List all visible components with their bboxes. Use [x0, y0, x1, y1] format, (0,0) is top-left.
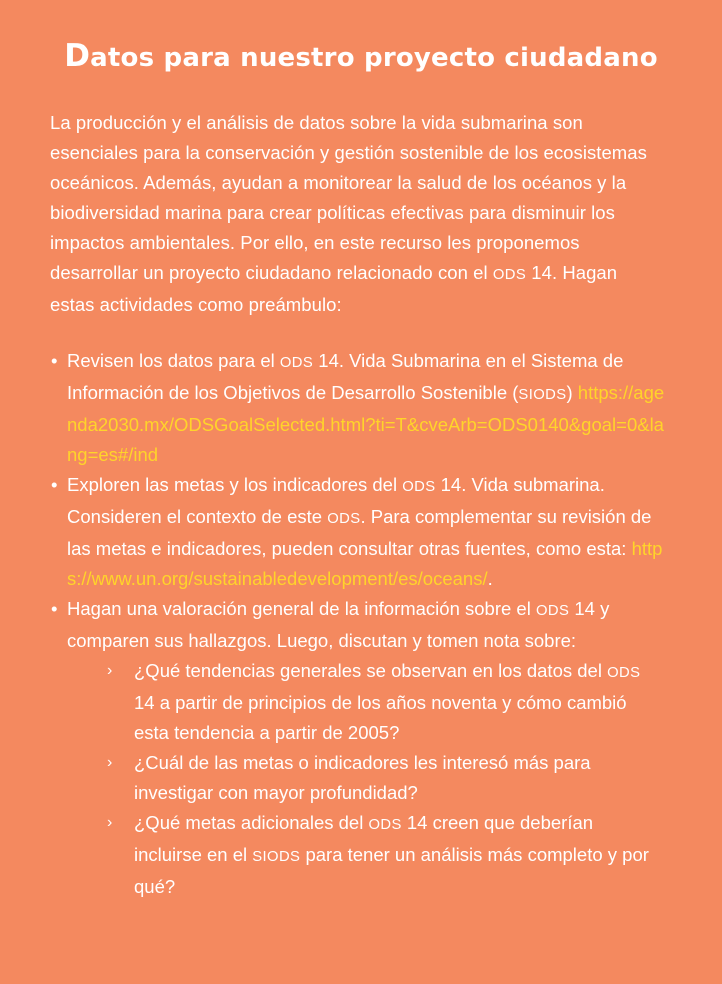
- sub-list-item: [107, 808, 654, 902]
- activities-list: [50, 346, 670, 902]
- sub-3-text-part-2: 14 creen que deberían incluirse en el: [134, 812, 594, 865]
- sub-list-item: [107, 748, 654, 808]
- intro-paragraph: [50, 108, 658, 320]
- sub-3-acronym-ods: ODS: [368, 817, 402, 833]
- bullet-marker-icon: •: [51, 350, 58, 371]
- bullet-2-acronym-ods-2: ODS: [327, 511, 361, 527]
- bullet-3-text-part-1: Hagan una valoración general de la información sobre el: [67, 598, 536, 619]
- bullet-2-text-part-1: Exploren las metas y los indicadores del: [67, 474, 403, 495]
- list-item: [50, 346, 670, 470]
- intro-text-part-2: 14. Hagan estas actividades como preámbulo:: [50, 262, 618, 315]
- bullet-1-text-part-1: Revisen los datos para el: [67, 350, 280, 371]
- sub-1-text-part-2: 14 a partir de principios de los años noventa y cómo cambió esta tendencia a partir de 2005?: [134, 692, 627, 743]
- chevron-right-icon: ›: [107, 662, 113, 679]
- list-item: [50, 470, 670, 594]
- page-title: Datos para nuestro proyecto ciudadano: [64, 38, 658, 74]
- bullet-marker-icon: •: [51, 474, 58, 495]
- bullet-marker-icon: •: [51, 598, 58, 619]
- sub-list-item-text: [134, 752, 591, 803]
- sub-list-item-text: [134, 660, 640, 743]
- bullet-2-acronym-ods-1: ODS: [402, 479, 436, 495]
- sub-2-text-part-1: ¿Cuál de las metas o indicadores les interesó más para investigar con mayor profundidad?: [134, 752, 591, 803]
- chevron-right-icon: ›: [107, 754, 113, 771]
- list-item-text: [67, 594, 670, 656]
- list-item-text: [67, 346, 670, 470]
- list-item: [50, 594, 670, 902]
- intro-text-part-1: La producción y el análisis de datos sobre la vida submarina son esenciales para la conservación y gestión sostenible de los ecosistemas oceánicos. Además, ayudan a monitorear la salud de los océanos y la biodiversidad marina para crear políticas efectivas para disminuir los impactos ambientales. Por ello, en este recurso les proponemos desarrollar un proyecto ciudadano relacionado con el: [50, 112, 647, 283]
- bullet-2-text-part-2: 14. Vida submarina. Consideren el contexto de este: [67, 474, 605, 527]
- bullet-2-text-part-3: . Para complementar su revisión de las metas e indicadores, pueden consultar otras fuentes, como esta:: [67, 506, 652, 559]
- bullet-2-text-part-4: .: [487, 568, 493, 589]
- chevron-right-icon: ›: [107, 814, 113, 831]
- sub-3-text-part-1: ¿Qué metas adicionales del: [134, 812, 369, 833]
- intro-acronym-ods: ODS: [492, 267, 527, 283]
- sub-list-item: [107, 656, 654, 748]
- bullet-1-text-part-3: ): [566, 382, 578, 403]
- link-un-oceans[interactable]: https://www.un.org/sustainabledevelopment/es/oceans/: [67, 538, 663, 589]
- sub-1-text-part-1: ¿Qué tendencias generales se observan en los datos del: [134, 660, 608, 681]
- sub-3-text-part-3: para tener un análisis más completo y por qué?: [134, 844, 649, 897]
- document-content: [50, 108, 670, 902]
- bullet-3-acronym-ods: ODS: [535, 603, 570, 619]
- bullet-3-text-part-2: 14 y comparen sus hallazgos. Luego, discutan y tomen nota sobre:: [67, 598, 610, 651]
- bullet-1-acronym-siods: SIODS: [518, 387, 567, 403]
- list-item-text: [67, 470, 670, 594]
- bullet-1-text-part-2: 14. Vida Submarina en el Sistema de Información de los Objetivos de Desarrollo Sostenible (: [67, 350, 624, 403]
- bullet-1-acronym-ods: ODS: [279, 355, 314, 371]
- title-container: [0, 40, 722, 74]
- sub-questions-list: [67, 656, 670, 902]
- link-agenda2030[interactable]: https://agenda2030.mx/ODSGoalSelected.html?ti=T&cveArb=ODS0140&goal=0&lang=es#/ind: [67, 382, 665, 465]
- sub-1-acronym-ods: ODS: [607, 665, 641, 681]
- sub-list-item-text: [134, 812, 649, 897]
- sub-3-acronym-siods: SIODS: [252, 849, 301, 865]
